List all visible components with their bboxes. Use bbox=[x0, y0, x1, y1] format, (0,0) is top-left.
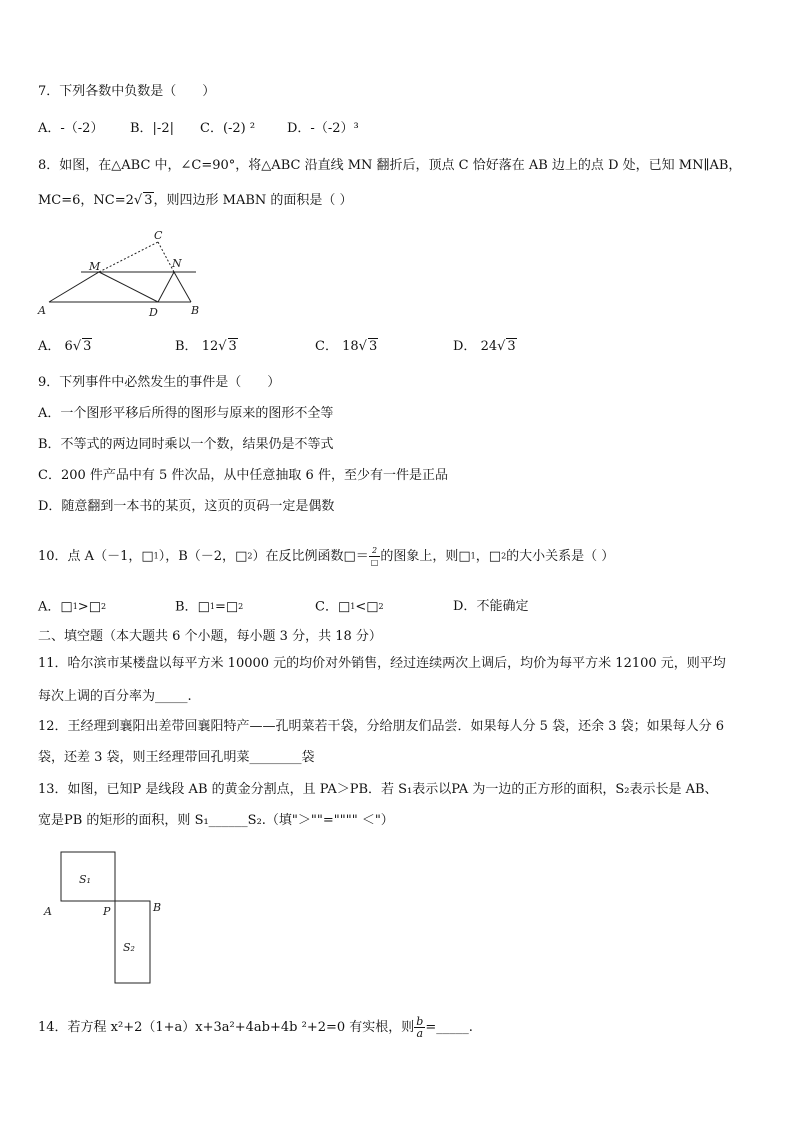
label-b: B bbox=[153, 901, 162, 914]
q10-option-b bbox=[175, 598, 243, 617]
q10-sub: 1 bbox=[153, 551, 159, 561]
q7-option-a: A．-（-2） bbox=[38, 121, 104, 136]
q10-text: ＝ bbox=[355, 549, 369, 564]
q7-option-c: C．(-2) ² bbox=[200, 121, 256, 136]
opt-radicand: 3 bbox=[368, 339, 378, 354]
q10-glyph: □ bbox=[343, 549, 356, 564]
label-p: P bbox=[103, 905, 111, 918]
q10-glyph: □ bbox=[225, 599, 239, 615]
q10-sub: 2 bbox=[247, 551, 253, 561]
q10-glyph: □ bbox=[458, 549, 471, 564]
q11-line1: 11．哈尔滨市某楼盘以每平方米 10000 元的均价对外销售，经过连续两次上调后，均价为每平方米 12100 元，则平均 bbox=[38, 656, 726, 671]
q10-stem bbox=[38, 545, 614, 568]
sqrt-symbol: √ 3 bbox=[72, 339, 92, 354]
q13-golden-section-figure bbox=[38, 845, 168, 990]
opt-radicand: 3 bbox=[83, 339, 92, 354]
q13-line1: 13．如图，已知P 是线段 AB 的黄金分割点，且 PA＞PB．若 S₁表示以PA 为一边的正方形的面积，S₂表示长是 AB、 bbox=[38, 782, 718, 797]
opt-letter: B． bbox=[175, 599, 198, 615]
q10-glyph: □ bbox=[141, 549, 154, 564]
opt-radicand: 3 bbox=[507, 339, 516, 354]
opt-letter: C． bbox=[315, 599, 338, 615]
q10-text: ， bbox=[475, 549, 489, 564]
frac-numerator: 2 bbox=[369, 545, 381, 557]
q7-option-d: D．-（-2）³ bbox=[287, 121, 359, 136]
sqrt-symbol: √ 3 bbox=[218, 339, 237, 354]
label-n: N bbox=[172, 257, 182, 270]
q13-line2: 宽是PB 的矩形的面积，则 S₁______S₂.（填"＞""="""" ＜"） bbox=[38, 813, 394, 828]
q10-glyph: □ bbox=[60, 599, 73, 615]
q8-option-d bbox=[453, 338, 517, 356]
q10-glyph: □ bbox=[488, 549, 502, 564]
label-a: A bbox=[44, 905, 52, 918]
q12-line1: 12．王经理到襄阳出差带回襄阳特产——孔明菜若干袋，分给朋友们品尝．如果每人分 5 袋，还余 3 袋；如果每人分 6 bbox=[38, 719, 725, 734]
opt-letter: B． bbox=[175, 339, 198, 354]
opt-relation: = bbox=[214, 599, 226, 615]
q10-glyph: □ bbox=[366, 599, 379, 615]
q10-sub: 1 bbox=[209, 602, 215, 611]
opt-coef: 18 bbox=[342, 339, 359, 354]
q8-option-c bbox=[315, 338, 378, 356]
q8-nc-radicand: 3 bbox=[144, 193, 153, 208]
opt-letter: A． bbox=[38, 339, 61, 354]
opt-coef: 6 bbox=[64, 339, 73, 354]
q10-sub: 2 bbox=[100, 602, 107, 611]
frac-numerator: b bbox=[416, 1015, 424, 1028]
q10-glyph: □ bbox=[337, 599, 351, 615]
opt-letter: D． bbox=[453, 339, 477, 354]
q11-line2: 每次上调的百分率为_____. bbox=[38, 689, 192, 704]
opt-letter: C． bbox=[315, 339, 338, 354]
label-s1: S₁ bbox=[79, 873, 91, 886]
label-c: C bbox=[154, 229, 163, 242]
q8-text: MC=6，NC= bbox=[38, 193, 126, 208]
label-m: M bbox=[89, 260, 101, 273]
q10-fraction bbox=[369, 545, 381, 568]
q9-option-d: D．随意翻到一本书的某页，这页的页码一定是偶数 bbox=[38, 499, 335, 514]
q14-line bbox=[38, 1016, 473, 1039]
q9-option-b: B．不等式的两边同时乘以一个数，结果仍是不等式 bbox=[38, 437, 334, 452]
q10-text: 10．点 A（－1， bbox=[38, 549, 142, 564]
opt-coef: 12 bbox=[201, 339, 219, 354]
frac-denominator: □ bbox=[370, 558, 379, 567]
q10-sub: 2 bbox=[501, 551, 507, 561]
q10-sub: 1 bbox=[350, 602, 356, 611]
label-a: A bbox=[38, 304, 46, 317]
q12-line2: 袋，还差 3 袋，则王经理带回孔明菜________袋 bbox=[38, 750, 315, 765]
opt-coef: 24 bbox=[480, 339, 498, 354]
frac-denominator: a bbox=[416, 1027, 424, 1040]
q7-stem: 7．下列各数中负数是（ ） bbox=[38, 84, 216, 99]
opt-relation: < bbox=[355, 599, 367, 615]
opt-text: 不能确定 bbox=[476, 599, 529, 614]
label-s2: S₂ bbox=[123, 941, 135, 954]
q10-glyph: □ bbox=[197, 599, 210, 615]
sqrt-symbol: √ 3 bbox=[497, 339, 516, 354]
q10-sub: 1 bbox=[470, 551, 476, 561]
q10-glyph: □ bbox=[88, 599, 101, 615]
q10-text: 的图象上，则 bbox=[380, 549, 459, 564]
q10-sub: 1 bbox=[72, 602, 78, 611]
q10-text: ），B（－2， bbox=[158, 549, 236, 564]
q14-text: 14．若方程 x²+2（1+a）x+3a²+4ab+4b ²+2=0 有实根，则 bbox=[38, 1020, 415, 1035]
q9-option-c: C．200 件产品中有 5 件次品，从中任意抽取 6 件，至少有一件是正品 bbox=[38, 468, 448, 483]
label-b: B bbox=[191, 304, 200, 317]
opt-relation: > bbox=[77, 599, 89, 615]
q8-text-tail: ，则四边形 MABN 的面积是（ ） bbox=[153, 193, 353, 208]
q14-fraction bbox=[414, 1016, 425, 1039]
q9-stem: 9．下列事件中必然发生的事件是（ ） bbox=[38, 375, 281, 390]
q10-sub: 2 bbox=[238, 602, 244, 611]
label-d: D bbox=[149, 306, 158, 319]
opt-letter: A． bbox=[38, 599, 61, 615]
q8-option-b bbox=[175, 338, 238, 356]
q10-text: ）在反比例函数 bbox=[252, 549, 344, 564]
q9-option-a: A．一个图形平移后所得的图形与原来的图形不全等 bbox=[38, 406, 334, 421]
q14-text-tail: =_____. bbox=[425, 1020, 473, 1035]
sqrt-symbol: √ 3 bbox=[358, 339, 378, 354]
q8-option-a bbox=[38, 338, 92, 356]
q8-triangle-figure bbox=[36, 226, 211, 320]
sqrt-symbol: √ 3 bbox=[133, 193, 153, 208]
q7-option-b: B．|-2| bbox=[130, 121, 174, 136]
q8-nc-coef: 2 bbox=[125, 193, 134, 208]
opt-letter: D． bbox=[453, 599, 477, 614]
q10-text: 的大小关系是（ ） bbox=[506, 549, 615, 564]
q10-option-c bbox=[315, 598, 384, 617]
q10-sub: 2 bbox=[378, 602, 384, 611]
q10-glyph: □ bbox=[235, 549, 248, 564]
q10-option-d bbox=[453, 598, 528, 616]
section-heading: 二、填空题（本大题共 6 个小题，每小题 3 分，共 18 分） bbox=[38, 629, 382, 644]
q10-option-a bbox=[38, 598, 106, 617]
q8-stem-line2 bbox=[38, 192, 353, 210]
q8-stem-line1: 8．如图，在△ABC 中，∠C=90°，将△ABC 沿直线 MN 翻折后，顶点 C 恰好落在 AB 边上的点 D 处，已知 MN∥AB， bbox=[38, 158, 742, 173]
opt-radicand: 3 bbox=[228, 339, 237, 354]
